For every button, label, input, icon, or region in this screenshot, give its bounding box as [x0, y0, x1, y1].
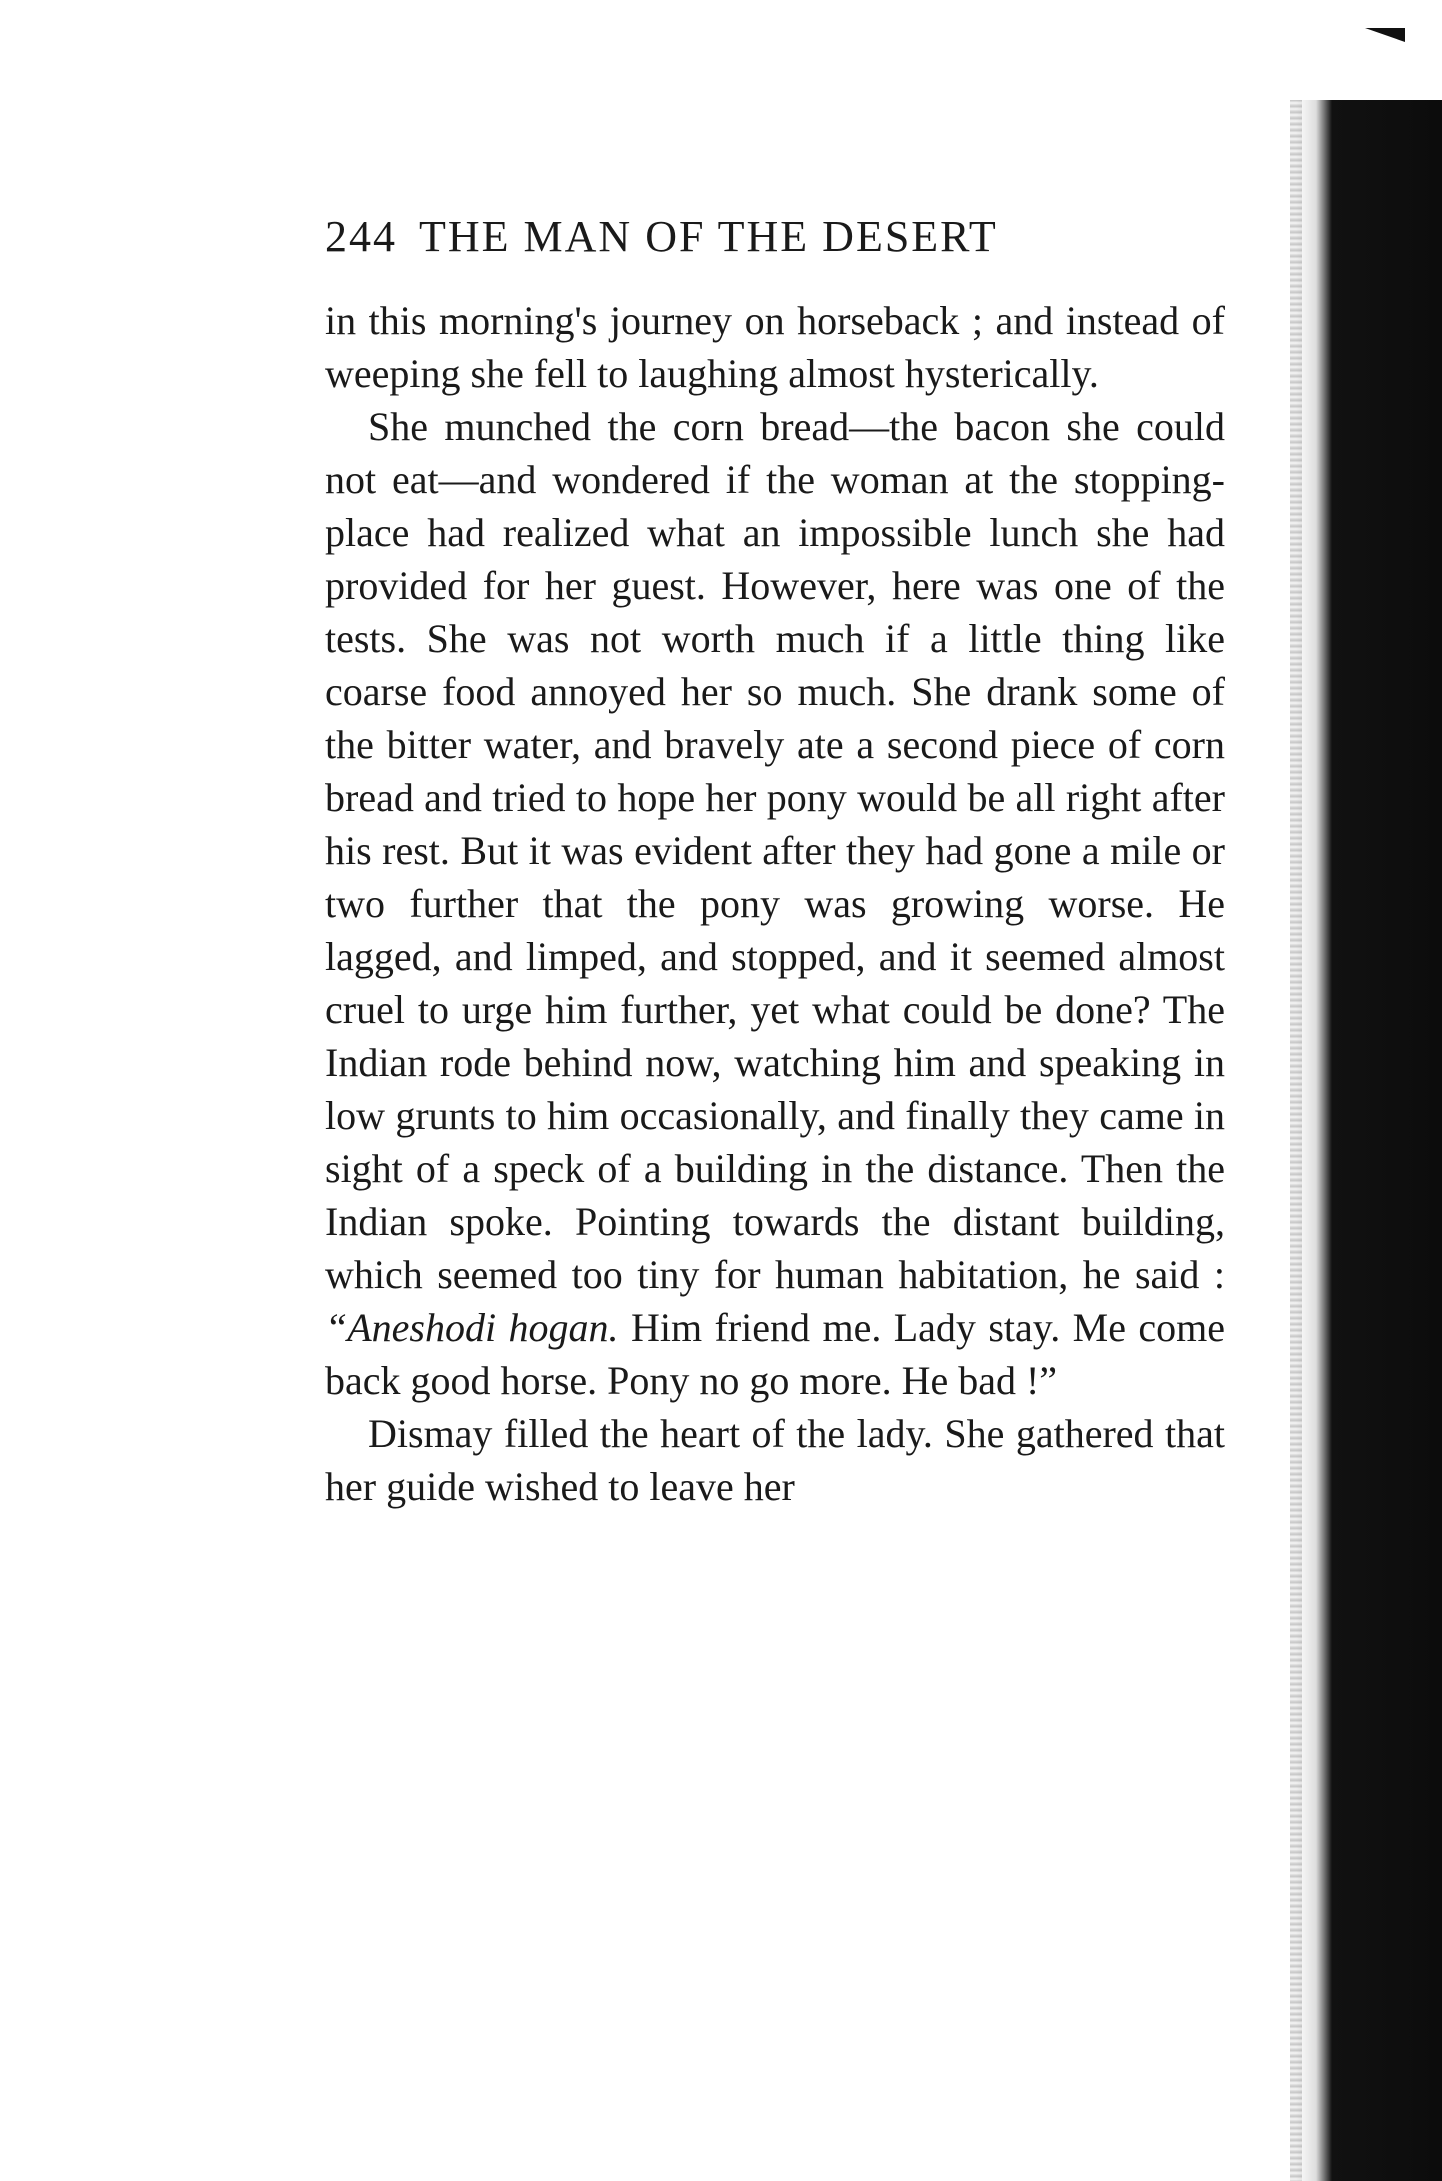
italic-phrase: “Aneshodi hogan.	[325, 1305, 619, 1350]
paragraph-continued: in this morning's journey on horseback ; and instead of weeping she fell to laughing almost hysterically.	[325, 298, 1225, 396]
body-text	[325, 294, 1225, 1513]
running-title: THE MAN OF THE DESERT	[419, 212, 998, 261]
paragraph-text: She munched the corn bread—the bacon she could not eat—and wondered if the woman at the stopping-place had realized what an impossible lunch she had provided for her guest. However, here was one of the tests. She was not worth much if a little thing like coarse food annoyed her so much. She drank some of the bitter water, and bravely ate a second piece of corn bread and tried to hope her pony would be all right after his rest. But it was evident after they had gone a mile or two further that the pony was growing worse. He lagged, and limped, and stopped, and it seemed almost cruel to urge him further, yet what could be done? The Indian rode behind now, watching him and speaking in low grunts to him occasionally, and finally they came in sight of a speck of a building in the distance. Then the Indian spoke. Pointing towards the distant building, which seemed too tiny for human habitation, he said :	[325, 404, 1225, 1297]
paragraph-text-end: Him friend me. Lady stay. Me come back good horse. Pony no go more. He bad !”	[325, 1305, 1225, 1403]
paragraph-munched	[325, 400, 1225, 1407]
running-header	[325, 205, 1225, 269]
paragraph-dismay: Dismay filled the heart of the lady. She gathered that her guide wished to leave her	[325, 1411, 1225, 1509]
scan-corner-mark	[1365, 28, 1405, 42]
binding-shadow	[1296, 100, 1442, 2181]
page-number: 244	[325, 212, 397, 261]
